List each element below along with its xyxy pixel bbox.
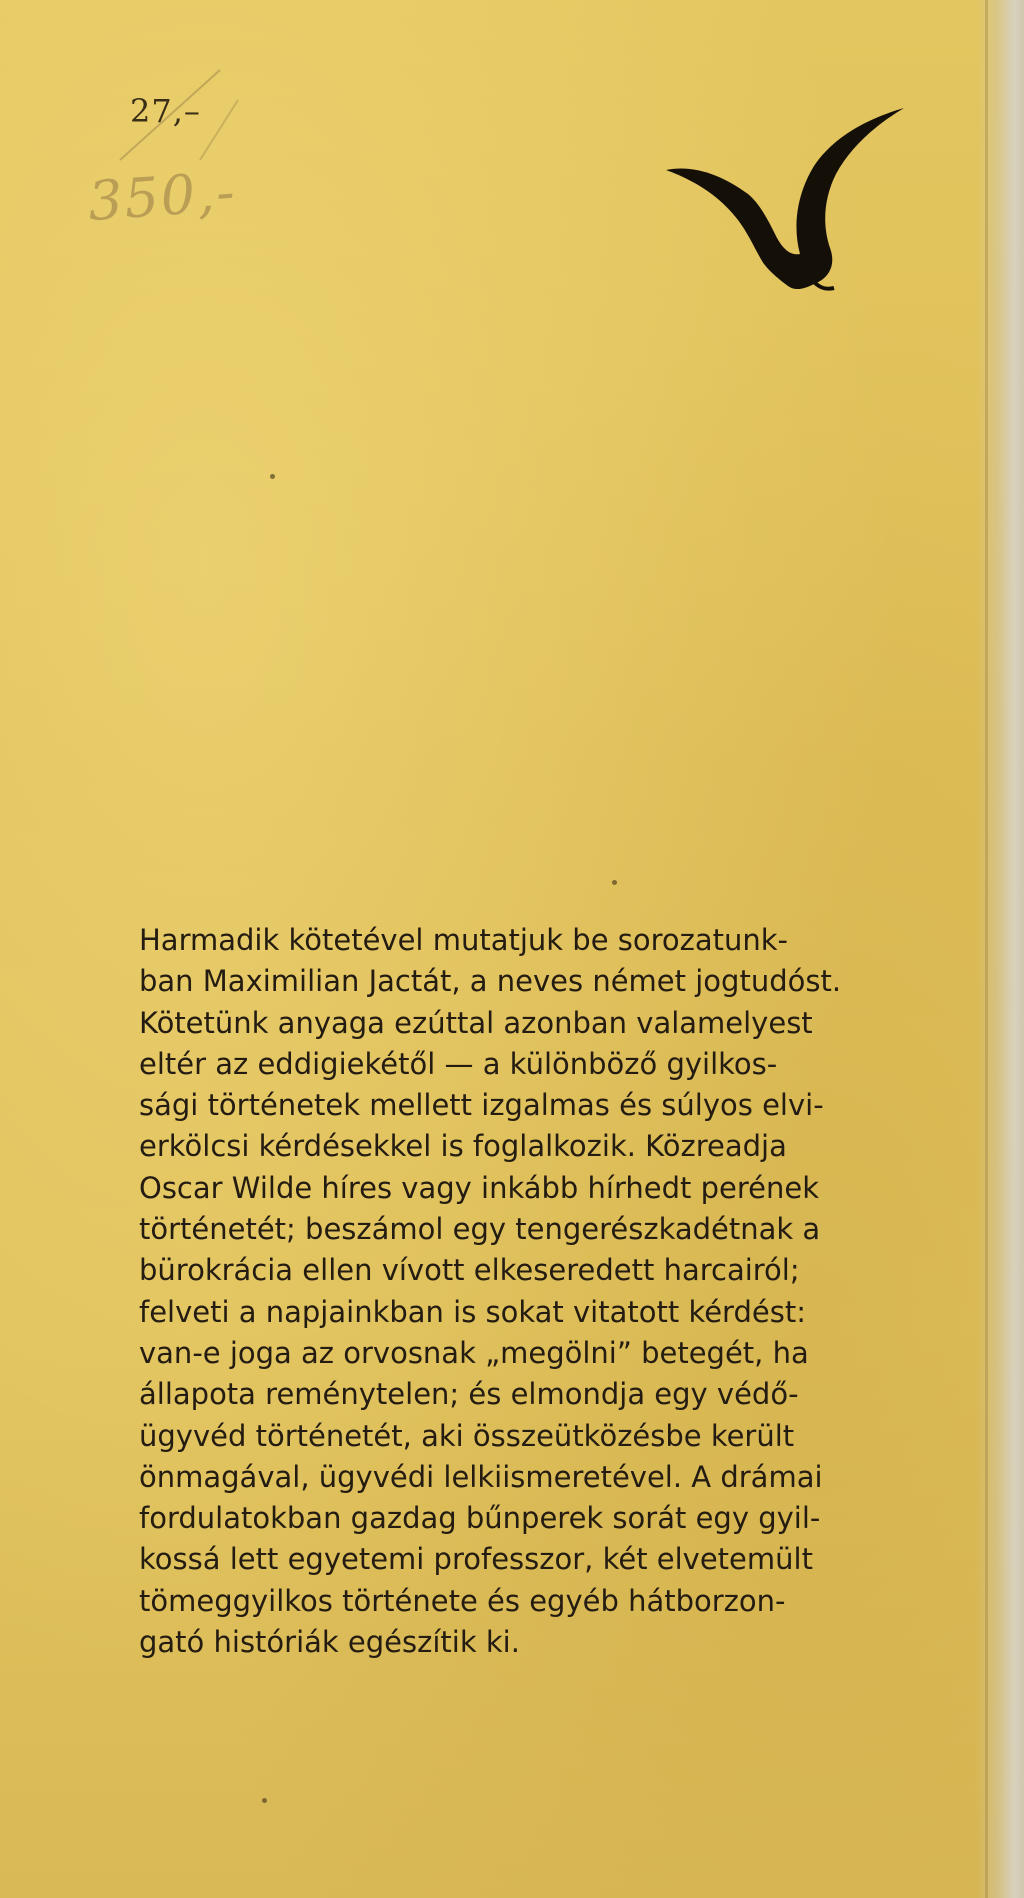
blurb-line: kossá lett egyetemi professzor, két elvetemült <box>139 1542 813 1577</box>
blurb-line: fordulatokban gazdag bűnperek sorát egy gyil- <box>139 1501 821 1536</box>
blurb-line: tömeggyilkos története és egyéb hátborzon- <box>139 1583 786 1618</box>
worn-spine-edge <box>976 0 1024 1898</box>
spine-crease <box>985 0 988 1898</box>
blurb-line: ügyvéd történetét, aki összeütközésbe került <box>139 1418 795 1453</box>
blurb-line: sági történetek mellett izgalmas és súlyos elvi- <box>139 1088 824 1123</box>
blurb-line: gató históriák egészítik ki. <box>139 1625 520 1660</box>
paper-speck <box>270 474 275 479</box>
pencil-price-note: 350,- <box>85 159 239 234</box>
blurb-line: ban Maximilian Jactát, a neves német jogtudóst. <box>139 964 842 999</box>
blurb-line: bürokrácia ellen vívott elkeseredett harcairól; <box>139 1253 800 1288</box>
blurb-paragraph <box>139 920 919 1663</box>
blurb-line: felveti a napjainkban is sokat vitatott kérdést: <box>139 1294 806 1329</box>
blurb-line: Oscar Wilde híres vagy inkább hírhedt perének <box>139 1170 820 1205</box>
blurb-line: van-e joga az orvosnak „megölni” betegét, ha <box>139 1335 809 1370</box>
blurb-line: eltér az eddigiekétől — a különböző gyilkos- <box>139 1046 778 1081</box>
seagull-icon <box>664 104 910 294</box>
pencil-strike-mark <box>100 60 240 170</box>
blurb-line: önmagával, ügyvédi lelkiismeretével. A drámai <box>139 1459 823 1494</box>
blurb-line: Kötetünk anyaga ezúttal azonban valamelyest <box>139 1005 813 1040</box>
paper-speck <box>612 880 617 885</box>
blurb-line: állapota reménytelen; és elmondja egy védő- <box>139 1377 799 1412</box>
paper-speck <box>262 1798 267 1803</box>
blurb-line: erkölcsi kérdésekkel is foglalkozik. Közreadja <box>139 1129 787 1164</box>
blurb-line: Harmadik kötetével mutatjuk be sorozatunk- <box>139 923 789 957</box>
price-label: 27,– <box>130 92 201 130</box>
blurb-line: történetét; beszámol egy tengerészkadétnak a <box>139 1212 821 1247</box>
